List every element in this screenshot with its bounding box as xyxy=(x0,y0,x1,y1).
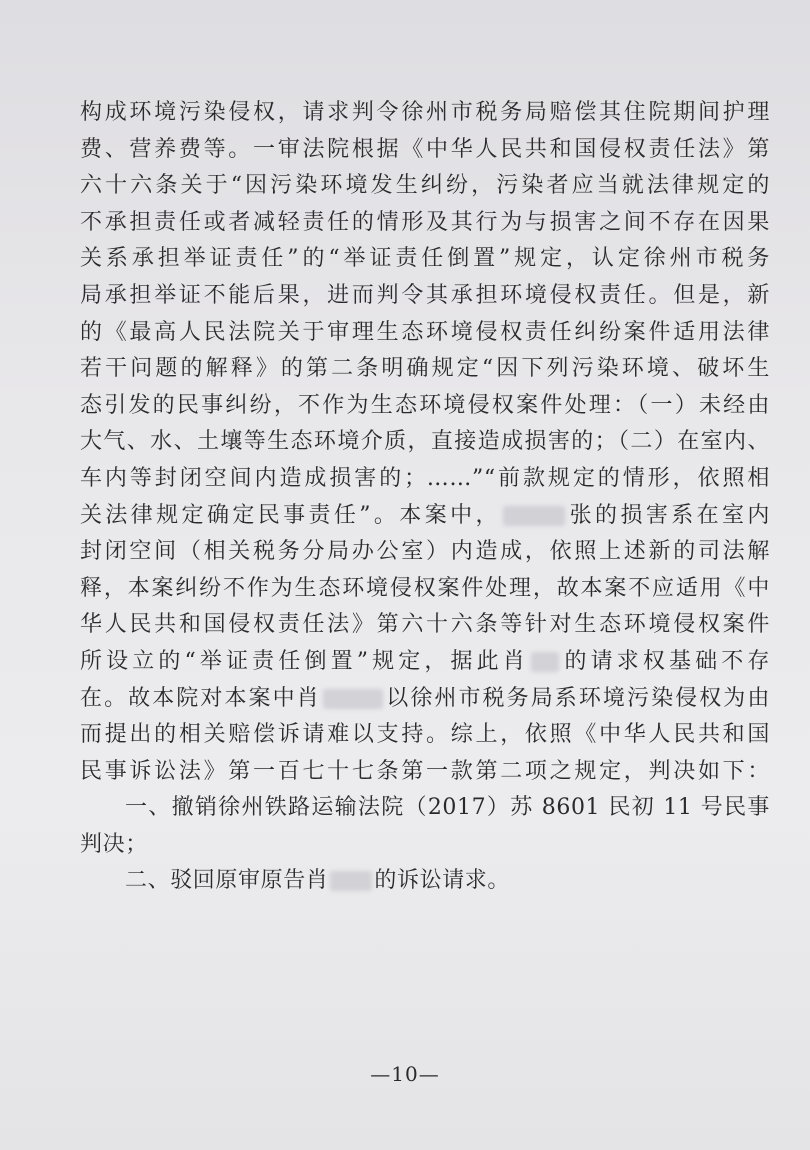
text-line: 封闭空间（相关税务分局办公室）内造成，依照上述新的司法解 xyxy=(80,539,770,565)
text-line-with-redaction xyxy=(80,644,770,681)
text-line: 大气、水、土壤等生态环境介质，直接造成损害的；（二）在室内、 xyxy=(80,429,770,455)
text-line-with-redaction xyxy=(80,681,770,718)
text-segment: 所设立的“举证责任倒置”规定，据此肖 xyxy=(80,648,529,674)
page-number: —10— xyxy=(370,1062,440,1086)
text-segment: 以徐州市税务局系环境污染侵权为由 xyxy=(384,685,770,711)
text-line: 六十六条关于“因污染环境发生纠纷，污染者应当就法律规定的 xyxy=(80,173,770,199)
text-segment: 二、驳回原审原告肖 xyxy=(125,868,329,894)
ruling-item-2 xyxy=(80,863,770,900)
text-segment: 的请求权基础不存 xyxy=(560,648,770,674)
text-line-with-redaction xyxy=(80,498,770,535)
text-segment: 张的损害系在室内 xyxy=(566,502,770,528)
ruling-item-1: 一、撤销徐州铁路运输法院（2017）苏 8601 民初 11 号民事 xyxy=(125,795,770,821)
text-line: 构成环境污染侵权，请求判令徐州市税务局赔偿其住院期间护理 xyxy=(80,100,770,125)
text-segment: 的诉讼请求。 xyxy=(374,868,511,894)
text-line: 华人民共和国侵权责任法》第六十六条等针对生态环境侵权案件 xyxy=(80,612,770,638)
text-segment: 在。故本院对本案中肖 xyxy=(80,685,321,711)
text-line: 释，本案纠纷不作为生态环境侵权案件处理，故本案不应适用《中 xyxy=(80,575,770,601)
text-line: 关系承担举证责任”的“举证责任倒置”规定，认定徐州市税务 xyxy=(80,246,770,272)
redaction-mark xyxy=(330,871,372,891)
text-line: 民事诉讼法》第一百七十七条第一款第二项之规定，判决如下： xyxy=(80,758,770,784)
text-line: 若干问题的解释》的第二条明确规定“因下列污染环境、破坏生 xyxy=(80,356,770,382)
text-line: 费、营养费等。一审法院根据《中华人民共和国侵权责任法》第 xyxy=(80,136,770,162)
text-segment: 关法律规定确定民事责任”。本案中， xyxy=(80,502,501,528)
text-line: 不承担责任或者减轻责任的情形及其行为与损害之间不存在因果 xyxy=(80,209,770,235)
ruling-item-1-continued: 判决； xyxy=(80,831,148,857)
redaction-mark xyxy=(531,652,559,672)
redaction-mark xyxy=(503,506,565,526)
text-line: 局承担举证不能后果，进而判令其承担环境侵权责任。但是，新 xyxy=(80,282,770,308)
text-line: 态引发的民事纠纷，不作为生态环境侵权案件处理：（一）未经由 xyxy=(80,392,770,418)
text-line: 车内等封闭空间内造成损害的；……”“前款规定的情形，依照相 xyxy=(80,465,770,491)
text-line: 的《最高人民法院关于审理生态环境侵权责任纠纷案件适用法律 xyxy=(80,319,770,345)
text-line: 而提出的相关赔偿诉请难以支持。综上，依照《中华人民共和国 xyxy=(80,722,770,748)
redaction-mark xyxy=(323,689,383,709)
document-body xyxy=(80,95,770,900)
